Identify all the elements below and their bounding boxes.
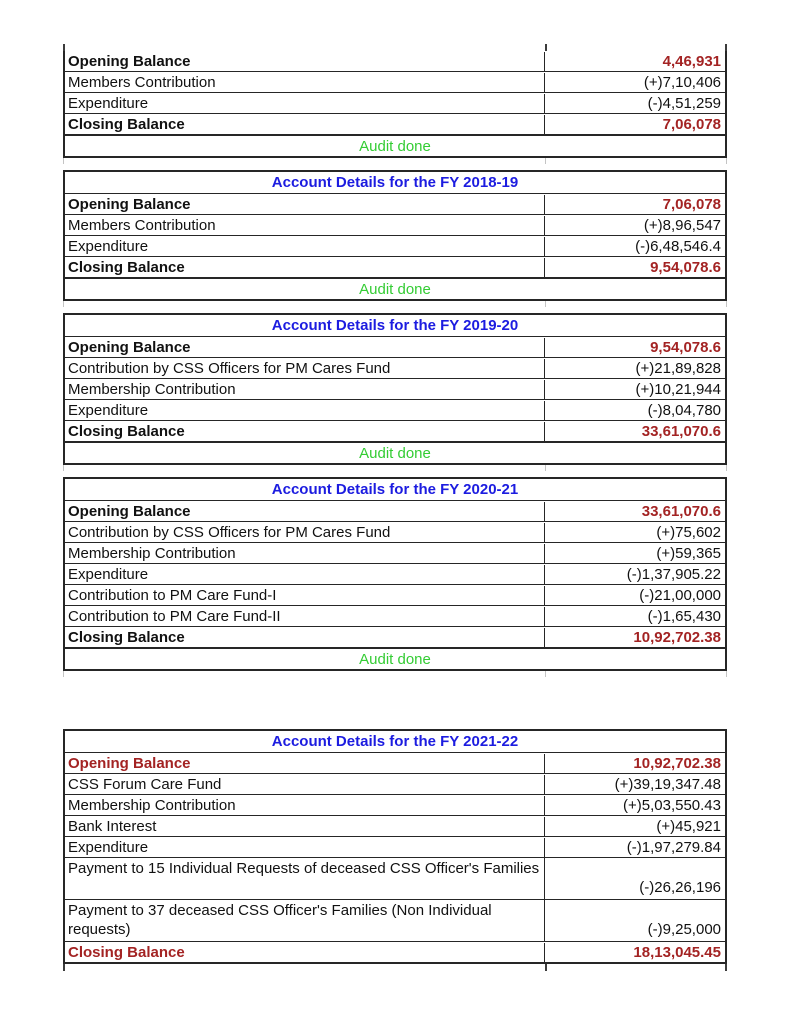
gridline-divider <box>545 44 547 51</box>
row-label: Contribution to PM Care Fund-I <box>65 586 545 605</box>
row-label: Contribution by CSS Officers for PM Cares Fund <box>65 359 545 378</box>
table-row <box>65 51 725 71</box>
table-row <box>65 357 725 378</box>
table-row <box>65 92 725 113</box>
gridline-left <box>63 465 64 471</box>
table-row <box>65 256 725 277</box>
gridline-divider <box>545 671 546 677</box>
table-fy-2020-21 <box>63 477 727 671</box>
table-row <box>65 420 725 441</box>
row-label: Expenditure <box>65 94 545 113</box>
audit-status: Audit done <box>65 277 725 299</box>
table-gap <box>63 301 727 313</box>
table-gap <box>63 465 727 477</box>
table-row <box>65 899 725 941</box>
row-value: (-)8,04,780 <box>647 401 721 419</box>
table-row <box>65 542 725 563</box>
table-row <box>65 193 725 214</box>
row-value: (-)1,65,430 <box>647 607 721 625</box>
table-fy-2018-19 <box>63 170 727 301</box>
table-row <box>65 941 725 962</box>
row-label: Closing Balance <box>65 258 545 277</box>
row-label: Members Contribution <box>65 216 545 235</box>
table-row <box>65 235 725 256</box>
audit-status: Audit done <box>65 134 725 156</box>
row-value: (+)75,602 <box>656 523 721 541</box>
table-row <box>65 563 725 584</box>
row-value: (+)45,921 <box>656 817 721 835</box>
row-value: 33,61,070.6 <box>641 422 721 440</box>
row-label: Closing Balance <box>65 115 545 134</box>
row-value: (-)26,26,196 <box>639 879 721 896</box>
row-label: Contribution to PM Care Fund-II <box>65 607 545 626</box>
table-title: Account Details for the FY 2019-20 <box>271 317 519 334</box>
row-value: (-)6,48,546.4 <box>635 237 721 255</box>
row-label: Closing Balance <box>65 422 545 441</box>
row-label: Payment to 15 Individual Requests of deceased CSS Officer's Families <box>65 858 545 899</box>
table-row <box>65 605 725 626</box>
table-row <box>65 378 725 399</box>
gridline-right <box>726 465 727 471</box>
cropped-row-stub-bottom <box>63 964 727 971</box>
table-row <box>65 214 725 235</box>
row-value: (+)8,96,547 <box>643 216 721 234</box>
row-value: (-)9,25,000 <box>647 921 721 938</box>
table-row <box>65 113 725 134</box>
gridline-left <box>63 671 64 677</box>
row-value: 9,54,078.6 <box>650 258 721 276</box>
row-label: Opening Balance <box>65 195 545 214</box>
gridline-right <box>726 671 727 677</box>
row-label: Opening Balance <box>65 754 545 773</box>
account-statement-sheet <box>63 44 727 971</box>
row-label: Expenditure <box>65 838 545 857</box>
gridline-left <box>63 301 64 307</box>
row-value: 33,61,070.6 <box>641 502 721 520</box>
table-gap <box>63 158 727 170</box>
row-label: Opening Balance <box>65 52 545 71</box>
row-label: Closing Balance <box>65 943 545 962</box>
table-title: Account Details for the FY 2018-19 <box>271 174 519 191</box>
gridline-left <box>63 158 64 164</box>
row-value: 10,92,702.38 <box>633 754 721 772</box>
row-value: 7,06,078 <box>662 115 721 133</box>
table-row <box>65 773 725 794</box>
table-row <box>65 836 725 857</box>
cropped-row-stub-top <box>63 44 727 51</box>
row-value: 7,06,078 <box>662 195 721 213</box>
table-title: Account Details for the FY 2021-22 <box>271 733 519 750</box>
gridline-left <box>63 964 65 971</box>
row-value: (+)21,89,828 <box>635 359 721 377</box>
gridline-divider <box>545 465 546 471</box>
row-value: 9,54,078.6 <box>650 338 721 356</box>
row-label: Closing Balance <box>65 628 545 647</box>
audit-status: Audit done <box>65 441 725 463</box>
row-value: (+)7,10,406 <box>643 73 721 91</box>
table-fy-2017-18 <box>63 51 727 158</box>
table-gap-large <box>63 671 727 729</box>
gridline-left <box>63 44 65 51</box>
row-value: (-)1,37,905.22 <box>626 565 721 583</box>
row-value: (-)21,00,000 <box>639 586 721 604</box>
gridline-right <box>725 964 727 971</box>
table-row <box>65 521 725 542</box>
table-row <box>65 815 725 836</box>
row-label: Membership Contribution <box>65 796 545 815</box>
row-label: Membership Contribution <box>65 380 545 399</box>
table-row <box>65 500 725 521</box>
table-row <box>65 71 725 92</box>
gridline-divider <box>545 301 546 307</box>
gridline-right <box>725 44 727 51</box>
row-value: (+)10,21,944 <box>635 380 721 398</box>
row-label: Opening Balance <box>65 502 545 521</box>
gridline-divider <box>545 158 546 164</box>
row-label: Expenditure <box>65 565 545 584</box>
row-label: CSS Forum Care Fund <box>65 775 545 794</box>
table-row <box>65 857 725 899</box>
table-title: Account Details for the FY 2020-21 <box>271 481 519 498</box>
row-label: Expenditure <box>65 401 545 420</box>
row-label: Expenditure <box>65 237 545 256</box>
table-row <box>65 399 725 420</box>
row-value: (-)4,51,259 <box>647 94 721 112</box>
row-value: 10,92,702.38 <box>633 628 721 646</box>
row-value: (+)59,365 <box>656 544 721 562</box>
gridline-right <box>726 158 727 164</box>
audit-status: Audit done <box>65 647 725 669</box>
table-fy-2021-22 <box>63 729 727 964</box>
row-label: Membership Contribution <box>65 544 545 563</box>
table-row <box>65 794 725 815</box>
table-row <box>65 336 725 357</box>
gridline-right <box>726 301 727 307</box>
table-row <box>65 626 725 647</box>
table-row <box>65 752 725 773</box>
row-value: 4,46,931 <box>662 52 721 70</box>
row-value: (-)1,97,279.84 <box>626 838 721 856</box>
table-fy-2019-20 <box>63 313 727 465</box>
row-label: Bank Interest <box>65 817 545 836</box>
gridline-divider <box>545 964 547 971</box>
row-label: Payment to 37 deceased CSS Officer's Families (Non Individual requests) <box>65 900 545 941</box>
row-value: 18,13,045.45 <box>633 943 721 961</box>
row-value: (+)39,19,347.48 <box>614 775 721 793</box>
row-value: (+)5,03,550.43 <box>623 796 721 814</box>
table-row <box>65 584 725 605</box>
row-label: Contribution by CSS Officers for PM Cares Fund <box>65 523 545 542</box>
row-label: Members Contribution <box>65 73 545 92</box>
row-label: Opening Balance <box>65 338 545 357</box>
